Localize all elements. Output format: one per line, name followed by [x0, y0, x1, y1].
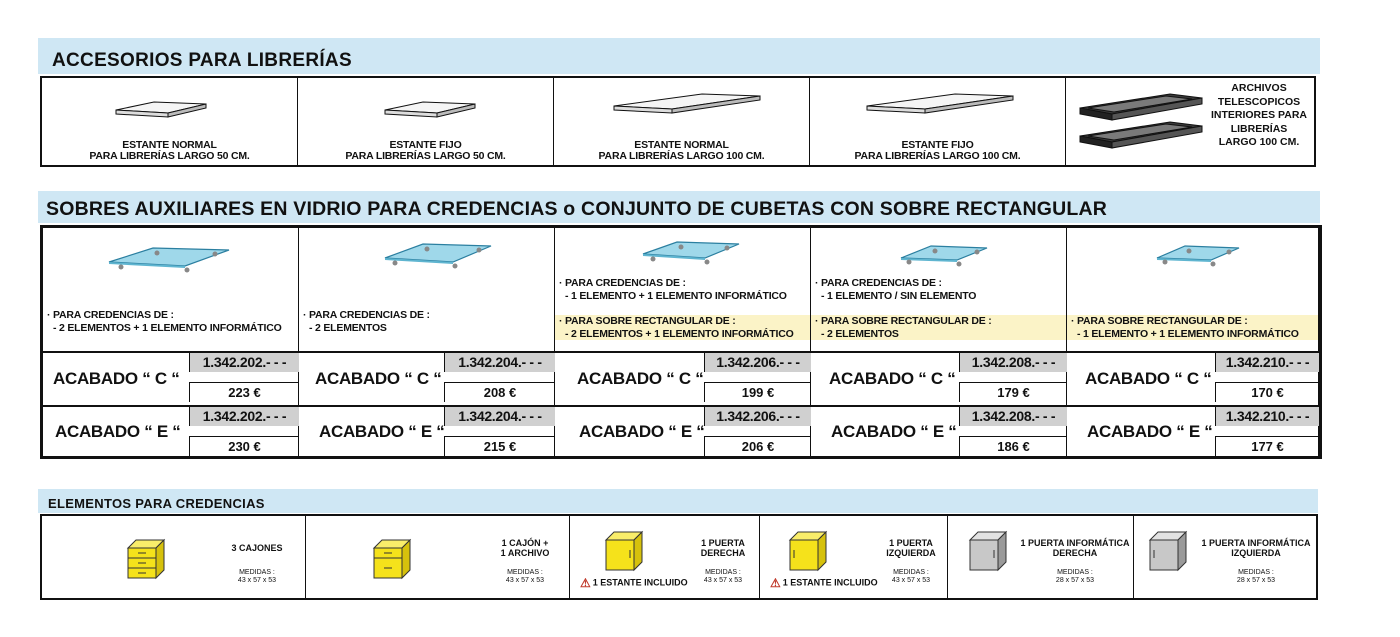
element-medidas-label: MEDIDAS :: [893, 569, 929, 576]
element-title: IZQUIERDA: [1231, 548, 1281, 558]
price-e: 206 €: [704, 436, 811, 456]
element-medidas-label: MEDIDAS :: [1057, 569, 1093, 576]
telescopic-line: INTERIORES PARA: [1210, 109, 1308, 121]
finish-c-label: ACABADO “ C “: [829, 369, 956, 388]
accessory-line2: PARA LIBRERÍAS LARGO 50 CM.: [345, 150, 506, 162]
finish-e-label: ACABADO “ E “: [831, 422, 957, 441]
price-c: 170 €: [1215, 382, 1319, 402]
element-medidas: 43 x 57 x 53: [703, 577, 743, 584]
glass-highlight-box: [811, 315, 1066, 340]
product-code: 1.342.208.- - -: [959, 353, 1067, 372]
price-e: 215 €: [444, 436, 555, 456]
product-code: 1.342.208.- - -: [959, 407, 1067, 426]
finish-e-label: ACABADO “ E “: [55, 422, 181, 441]
shelf-long-image: [865, 92, 1017, 124]
price-c: 223 €: [189, 382, 299, 402]
element-item: [948, 516, 1134, 598]
element-note: 1 ESTANTE INCLUIDO: [592, 577, 688, 588]
elementos-box: [40, 514, 1318, 600]
glass-highlight-line: - 1 ELEMENTO + 1 ELEMENTO INFORMÁTICO: [1077, 327, 1299, 340]
accessory-item: [298, 78, 554, 165]
accessory-line1: ESTANTE FIJO: [901, 139, 974, 151]
price-c: 199 €: [704, 382, 811, 402]
product-code: 1.342.206.- - -: [704, 407, 811, 426]
accessory-item: [1066, 78, 1314, 165]
price-e: 177 €: [1215, 436, 1319, 456]
glass-top-image: [1153, 242, 1243, 272]
accessory-item: [554, 78, 810, 165]
section-header-elementos: [38, 489, 1318, 513]
product-code: 1.342.210.- - -: [1215, 353, 1319, 372]
element-medidas: 43 x 57 x 53: [891, 577, 931, 584]
accessory-line2: PARA LIBRERÍAS LARGO 100 CM.: [598, 150, 765, 162]
glass-desc-line: - 1 ELEMENTO / SIN ELEMENTO: [821, 289, 977, 302]
section-header-accesorios: [38, 38, 1320, 74]
product-code: 1.342.204.- - -: [444, 407, 555, 426]
element-note: 1 ESTANTE INCLUIDO: [782, 577, 878, 588]
glass-desc-line: · PARA CREDENCIAS DE :: [303, 309, 430, 321]
glass-desc-line: · PARA CREDENCIAS DE :: [559, 277, 686, 289]
element-medidas-label: MEDIDAS :: [705, 569, 741, 576]
product-code: 1.342.202.- - -: [189, 407, 299, 426]
glass-highlight-line: · PARA SOBRE RECTANGULAR DE :: [1071, 315, 1248, 327]
finish-c-label: ACABADO “ C “: [53, 369, 180, 388]
element-medidas: 28 x 57 x 53: [1236, 577, 1276, 584]
accessory-item: [42, 78, 298, 165]
glass-highlight-box: [1067, 315, 1318, 340]
element-title: 1 CAJÓN +: [501, 538, 549, 548]
product-code: 1.342.210.- - -: [1215, 407, 1319, 426]
price-e: 186 €: [959, 436, 1067, 456]
price-c: 179 €: [959, 382, 1067, 402]
element-title: 1 PUERTA INFORMÁTICA: [1020, 538, 1130, 548]
accessory-line1: ESTANTE FIJO: [389, 139, 462, 151]
shelf-short-image: [383, 100, 479, 126]
finish-c-label: ACABADO “ C “: [577, 369, 704, 388]
glass-top-image: [639, 238, 743, 270]
element-title: DERECHA: [700, 548, 746, 558]
element-item: [760, 516, 948, 598]
warning-icon: ⚠: [770, 576, 781, 590]
accessory-line2: PARA LIBRERÍAS LARGO 100 CM.: [854, 150, 1021, 162]
element-title: 1 PUERTA INFORMÁTICA: [1201, 538, 1311, 548]
section-title-sobres: SOBRES AUXILIARES EN VIDRIO PARA CREDENCIAS o CONJUNTO DE CUBETAS CON SOBRE RECTANGULAR: [46, 198, 1108, 220]
element-medidas: 43 x 57 x 53: [237, 577, 277, 584]
telescopic-file-image: [1074, 84, 1206, 160]
glass-top-image: [381, 240, 495, 274]
computer-door-left-cabinet-icon: [1148, 530, 1188, 572]
section-title-elementos: ELEMENTOS PARA CREDENCIAS: [48, 496, 265, 511]
warning-icon: ⚠: [580, 576, 591, 590]
accessory-line1: ESTANTE NORMAL: [634, 139, 729, 151]
element-item: [1134, 516, 1316, 598]
telescopic-line: TELESCOPICOS: [1217, 95, 1301, 108]
section-header-sobres: [38, 191, 1320, 223]
glass-desc-line: - 1 ELEMENTO + 1 ELEMENTO INFORMÁTICO: [565, 289, 787, 302]
telescopic-line: LARGO 100 CM.: [1218, 136, 1300, 148]
finish-e-label: ACABADO “ E “: [319, 422, 445, 441]
element-title: 1 PUERTA: [889, 538, 933, 548]
finish-c-label: ACABADO “ C “: [1085, 369, 1212, 388]
element-item: [306, 516, 570, 598]
shelf-short-image: [114, 100, 210, 126]
element-medidas: 28 x 57 x 53: [1055, 577, 1095, 584]
glass-desc-line: - 2 ELEMENTOS + 1 ELEMENTO INFORMÁTICO: [53, 321, 282, 334]
accessory-line1: ESTANTE NORMAL: [122, 139, 217, 151]
product-code: 1.342.202.- - -: [189, 353, 299, 372]
glass-highlight-line: - 2 ELEMENTOS: [821, 327, 899, 340]
computer-door-right-cabinet-icon: [968, 530, 1008, 572]
element-title: IZQUIERDA: [886, 548, 936, 558]
telescopic-line: ARCHIVOS: [1231, 82, 1287, 94]
element-medidas-label: MEDIDAS :: [1238, 569, 1274, 576]
element-medidas-label: MEDIDAS :: [239, 569, 275, 576]
element-title: 1 ARCHIVO: [500, 548, 550, 558]
accesorios-box: [40, 76, 1316, 167]
product-code: 1.342.206.- - -: [704, 353, 811, 372]
product-code: 1.342.204.- - -: [444, 353, 555, 372]
element-medidas: 43 x 57 x 53: [505, 577, 545, 584]
finish-c-label: ACABADO “ C “: [315, 369, 442, 388]
drawer-cabinet-icon: [126, 538, 166, 580]
drawer-file-cabinet-icon: [372, 538, 412, 580]
element-title: 3 CAJONES: [231, 543, 283, 553]
glass-highlight-line: · PARA SOBRE RECTANGULAR DE :: [815, 315, 992, 327]
element-item: [42, 516, 306, 598]
glass-highlight-line: · PARA SOBRE RECTANGULAR DE :: [559, 315, 736, 327]
accessory-line2: PARA LIBRERÍAS LARGO 50 CM.: [89, 150, 250, 162]
shelf-long-image: [612, 92, 764, 124]
element-item: [570, 516, 760, 598]
glass-highlight-box: [555, 315, 810, 340]
glass-desc-line: · PARA CREDENCIAS DE :: [815, 277, 942, 289]
door-left-cabinet-icon: [788, 530, 828, 572]
sobres-box: [40, 225, 1322, 459]
glass-top-image: [897, 242, 991, 272]
glass-top-image: [105, 244, 235, 278]
glass-desc-line: · PARA CREDENCIAS DE :: [47, 309, 174, 321]
glass-highlight-line: - 2 ELEMENTOS + 1 ELEMENTO INFORMÁTICO: [565, 327, 794, 340]
price-c: 208 €: [444, 382, 555, 402]
telescopic-line: LIBRERÍAS: [1230, 122, 1288, 135]
door-right-cabinet-icon: [604, 530, 644, 572]
accessory-item: [810, 78, 1066, 165]
price-e: 230 €: [189, 436, 299, 456]
element-title: 1 PUERTA: [701, 538, 745, 548]
section-title-accesorios: ACCESORIOS PARA LIBRERÍAS: [52, 50, 352, 71]
element-medidas-label: MEDIDAS :: [507, 569, 543, 576]
glass-desc-line: - 2 ELEMENTOS: [309, 321, 387, 334]
element-title: DERECHA: [1052, 548, 1098, 558]
telescopic-caption: [1206, 82, 1312, 150]
finish-e-label: ACABADO “ E “: [1087, 422, 1213, 441]
finish-e-label: ACABADO “ E “: [579, 422, 705, 441]
